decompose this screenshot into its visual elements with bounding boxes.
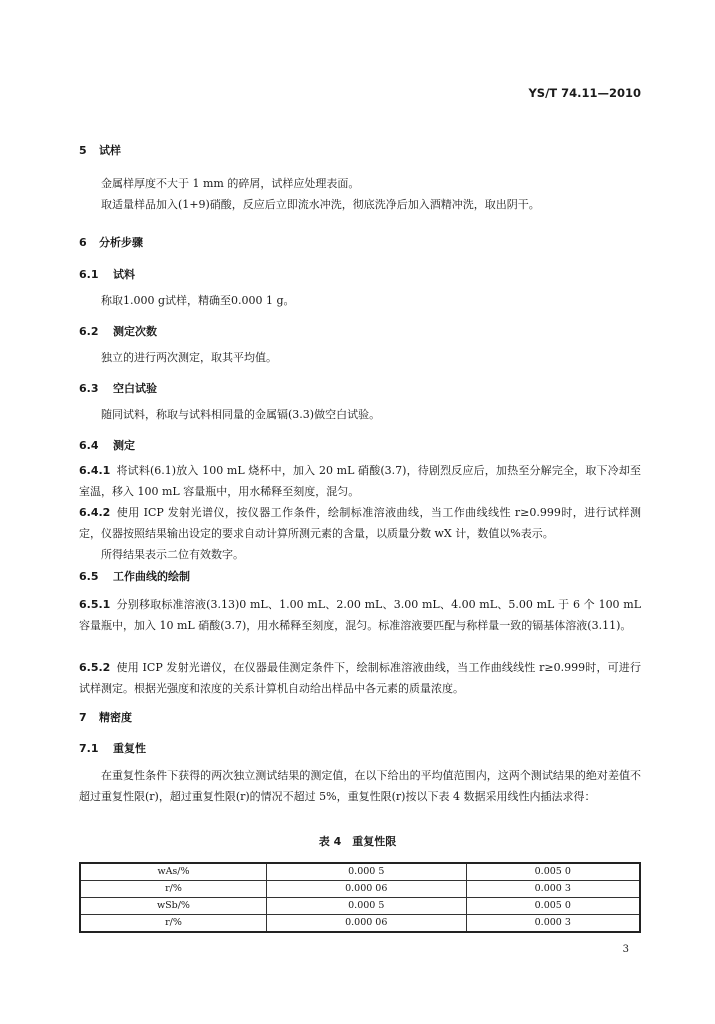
clause-body: 使用 ICP 发射光谱仪，按仪器工作条件，绘制标准溶液曲线，当工作曲线线性 r≥0.999时，进行试样测定，仪器按照结果输出设定的要求自动计算所测元素的含量，以质量分数 wX 计，数值以%表示。 bbox=[79, 506, 641, 540]
cell-value: 0.000 3 bbox=[466, 915, 640, 933]
row-label: wAs/% bbox=[80, 863, 267, 881]
section-5-heading bbox=[79, 142, 121, 158]
clause-number: 6.5.2 bbox=[79, 661, 111, 674]
cell-value: 0.000 06 bbox=[267, 881, 467, 898]
clause-number: 6.3 bbox=[79, 382, 99, 395]
clause-number: 6.5 bbox=[79, 570, 99, 583]
clause-6-5-2 bbox=[79, 657, 641, 699]
cell-value: 0.005 0 bbox=[466, 863, 640, 881]
standard-code: YS/T 74.11—2010 bbox=[528, 86, 641, 100]
table-row bbox=[80, 898, 640, 915]
section-number: 7 bbox=[79, 711, 87, 724]
cell-value: 0.000 06 bbox=[267, 915, 467, 933]
sec5-para-2: 取适量样品加入(1+9)硝酸，反应后立即流水冲洗，彻底洗净后加入酒精冲洗，取出阴干。 bbox=[101, 198, 540, 211]
table-4-caption: 表 4 重复性限 bbox=[318, 835, 397, 848]
clause-number: 7.1 bbox=[79, 742, 99, 755]
table-row bbox=[80, 915, 640, 933]
section-title: 精密度 bbox=[99, 711, 132, 724]
clause-6-4-2-note: 所得结果表示二位有效数字。 bbox=[101, 548, 244, 561]
table-row bbox=[80, 881, 640, 898]
row-label: r/% bbox=[80, 915, 267, 933]
section-title: 分析步骤 bbox=[99, 236, 143, 249]
clause-body: 使用 ICP 发射光谱仪，在仪器最佳测定条件下，绘制标准溶液曲线，当工作曲线线性 r≥0.999时，可进行试样测定。根据光强度和浓度的关系计算机自动给出样品中各元素的质量浓度。 bbox=[79, 661, 641, 695]
clause-6-1-heading bbox=[79, 266, 135, 282]
clause-number: 6.4.2 bbox=[79, 506, 111, 519]
clause-6-2-body: 独立的进行两次测定，取其平均值。 bbox=[101, 351, 277, 364]
clause-number: 6.4.1 bbox=[79, 464, 111, 477]
clause-body: 将试料(6.1)放入 100 mL 烧杯中，加入 20 mL 硝酸(3.7)，待剧烈反应后，加热至分解完全，取下冷却至室温，移入 100 mL 容量瓶中，用水稀释至刻度，混匀。 bbox=[79, 464, 641, 498]
row-label: wSb/% bbox=[80, 898, 267, 915]
section-number: 6 bbox=[79, 236, 87, 249]
clause-6-1-body: 称取1.000 g试样，精确至0.000 1 g。 bbox=[101, 294, 295, 307]
clause-title: 空白试验 bbox=[113, 382, 157, 395]
clause-number: 6.2 bbox=[79, 325, 99, 338]
clause-title: 试料 bbox=[113, 268, 135, 281]
clause-number: 6.4 bbox=[79, 439, 99, 452]
clause-6-3-body: 随同试料，称取与试料相同量的金属镉(3.3)做空白试验。 bbox=[101, 408, 381, 421]
clause-title: 工作曲线的绘制 bbox=[113, 570, 190, 583]
page-number: 3 bbox=[622, 944, 629, 955]
clause-title: 测定次数 bbox=[113, 325, 157, 338]
clause-body: 分别移取标准溶液(3.13)0 mL、1.00 mL、2.00 mL、3.00 mL、4.00 mL、5.00 mL 于 6 个 100 mL 容量瓶中，加入 10 mL 硝酸(3.7)，用水稀释至刻度，混匀。标准溶液要匹配与称样量一致的镉基体溶液(3.11)。 bbox=[79, 598, 641, 632]
clause-6-5-heading bbox=[79, 568, 190, 584]
cell-value: 0.000 3 bbox=[466, 881, 640, 898]
section-number: 5 bbox=[79, 144, 87, 157]
clause-7-1-heading bbox=[79, 740, 146, 756]
clause-number: 6.1 bbox=[79, 268, 99, 281]
section-7-heading bbox=[79, 709, 132, 725]
cell-value: 0.005 0 bbox=[466, 898, 640, 915]
clause-6-5-1 bbox=[79, 594, 641, 636]
section-title: 试样 bbox=[99, 144, 121, 157]
sec5-para-1: 金属样厚度不大于 1 mm 的碎屑，试样应处理表面。 bbox=[101, 177, 360, 190]
cell-value: 0.000 5 bbox=[267, 898, 467, 915]
section-6-heading bbox=[79, 234, 143, 250]
clause-6-2-heading bbox=[79, 323, 157, 339]
clause-7-1-body: 在重复性条件下获得的两次独立测试结果的测定值，在以下给出的平均值范围内，这两个测试结果的绝对差值不超过重复性限(r)，超过重复性限(r)的情况不超过 5%，重复性限(r)按以下表 4 数据采用线性内插法求得： bbox=[79, 769, 641, 803]
clause-6-4-2 bbox=[79, 502, 641, 544]
clause-6-4-1 bbox=[79, 460, 641, 502]
table-row bbox=[80, 863, 640, 881]
clause-6-3-heading bbox=[79, 380, 157, 396]
repeatability-table bbox=[79, 862, 641, 933]
clause-number: 6.5.1 bbox=[79, 598, 111, 611]
clause-title: 测定 bbox=[113, 439, 135, 452]
clause-6-4-heading bbox=[79, 437, 135, 453]
row-label: r/% bbox=[80, 881, 267, 898]
cell-value: 0.000 5 bbox=[267, 863, 467, 881]
clause-title: 重复性 bbox=[113, 742, 146, 755]
